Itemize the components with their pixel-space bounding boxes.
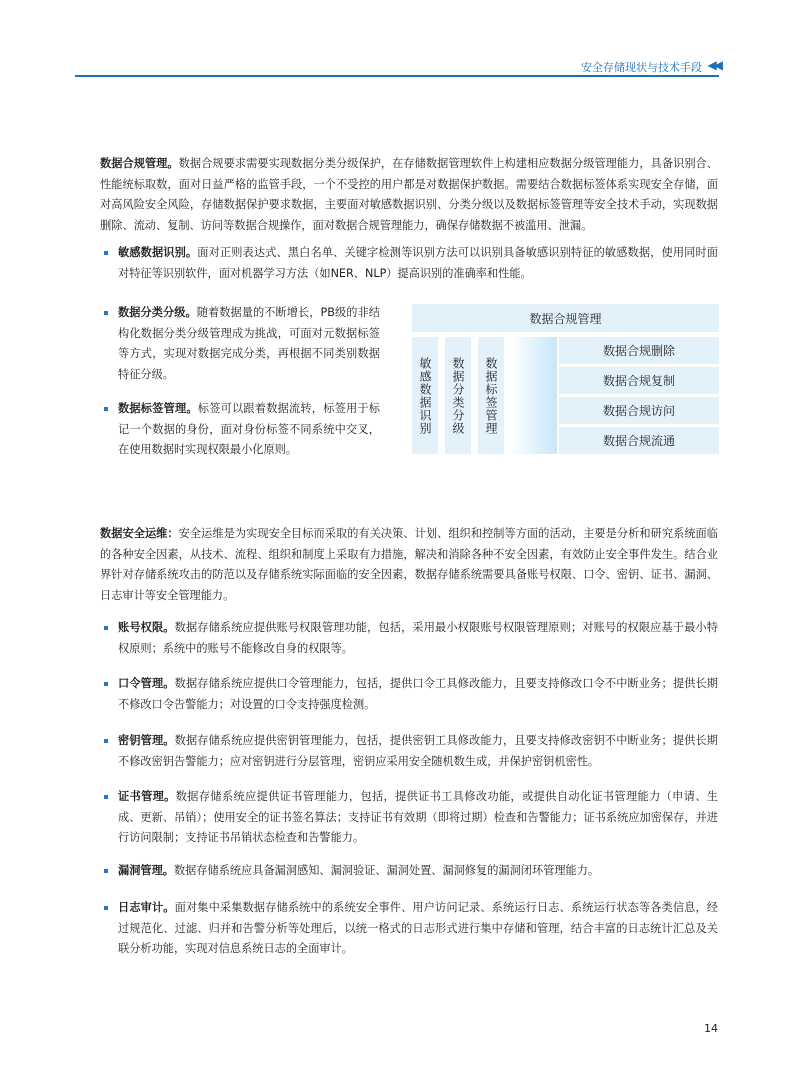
diagram-gradient-connector [510, 337, 557, 454]
section1-lead: 数据合规管理。 [100, 157, 179, 170]
bullet-text: 数据存储系统应具备漏洞感知、漏洞验证、漏洞处置、漏洞修复的漏洞闭环管理能力。 [173, 864, 600, 877]
bullet-text: 面对正则表达式、黑白名单、关键字检测等识别方法可以识别具备敏感识别特征的敏感数据，使用同时面对特征等识别软件，面对机器学习方法（如NER、NLP）提高识别的准确率和性能。 [118, 246, 718, 280]
section2-paragraph [100, 524, 718, 606]
bullet-text: 数据存储系统应提供口令管理能力，包括，提供口令工具修改能力，且要支持修改口令不中断业务；提供长期不修改口令告警能力；对设置的口令支持强度检测。 [118, 677, 718, 711]
bullet-lead: 漏洞管理。 [118, 864, 174, 877]
bullet-dot [104, 869, 108, 873]
compliance-diagram [412, 304, 719, 454]
bullet-lead: 数据标签管理。 [118, 402, 198, 415]
diagram-row-box: 数据合规流通 [559, 427, 719, 454]
section2-lead: 数据安全运维： [100, 527, 179, 540]
bullet-lead: 口令管理。 [118, 677, 175, 690]
bullet-text: 随着数据量的不断增长，PB级的非结构化数据分类分级管理成为挑战，可面对元数据标签等方式，实现对数据完成分类，再根据不同类别数据特征分级。 [118, 306, 380, 381]
bullet-item [118, 303, 380, 385]
bullet-dot [104, 407, 108, 411]
section1-paragraph [100, 154, 718, 236]
bullet-lead: 密钥管理。 [118, 734, 175, 747]
bullet-item [118, 731, 718, 772]
section1-text: 数据合规要求需要实现数据分类分级保护，在存储数据管理软件上构建相应数据分级管理能力，具备识别合、性能统标取数，面对日益严格的监管手段，一个不受控的用户都是对数据保护数据。需要结合数据标签体系实现安全存储，面对高风险安全风险，存储数据保护要求数据，主要面对敏感数据识别、分类分级以及数据标签管理等安全技术手动，实现数据删除、流动、复制、访问等数据合规操作，面对数据合规管理能力，确保存储数据不被滥用、泄漏。 [100, 157, 718, 232]
bullet-dot [104, 795, 108, 799]
diagram-row-box: 数据合规复制 [559, 367, 719, 394]
bullet-text: 面对集中采集数据存储系统中的系统安全事件、用户访问记录、系统运行日志、系统运行状态等各类信息，经过规范化、过滤、归并和告警分析等处理后，以统一格式的日志形式进行集中存储和管理，结合丰富的日志统计汇总及关联分析功能，实现对信息系统日志的全面审计。 [118, 901, 718, 955]
diagram-vertical-box: 数据分类分级 [445, 337, 471, 454]
bullet-dot [104, 739, 108, 743]
diagram-vertical-box: 数据标签管理 [478, 337, 504, 454]
bullet-lead: 日志审计。 [118, 901, 175, 914]
bullet-lead: 数据分类分级。 [118, 306, 197, 319]
bullet-dot [104, 311, 108, 315]
bullet-lead: 证书管理。 [118, 790, 176, 803]
bullet-item [118, 243, 718, 284]
bullet-text: 标签可以跟着数据流转，标签用于标记一个数据的身份，面对身份标签不同系统中交叉，在使用数据时实现权限最小化原则。 [118, 402, 380, 456]
bullet-lead: 账号权限。 [118, 621, 175, 634]
diagram-row-box: 数据合规访问 [559, 397, 719, 424]
bullet-text: 数据存储系统应提供账号权限管理功能，包括，采用最小权限账号权限管理原则；对账号的权限应基于最小特权原则；系统中的账号不能修改自身的权限等。 [118, 621, 718, 655]
section2-text: 安全运维是为实现安全目标而采取的有关决策、计划、组织和控制等方面的活动，主要是分析和研究系统面临的各种安全因素，从技术、流程、组织和制度上采取有力措施，解决和消除各种不安全因素，有效防止安全事件发生。结合业界针对存储系统攻击的防范以及存储系统实际面临的安全因素，数据存储系统需要具备账号权限、口令、密钥、证书、漏洞、日志审计等安全管理能力。 [100, 527, 718, 602]
bullet-item [118, 898, 718, 960]
header-rule [75, 75, 719, 77]
bullet-text: 数据存储系统应提供证书管理能力，包括，提供证书工具修改功能，或提供自动化证书管理能力（申请、生成、更新、吊销）；使用安全的证书签名算法；支持证书有效期（即将过期）检查和告警能力；证书系统应加密保存，并进行访问限制；支持证书吊销状态检查和告警能力。 [118, 790, 718, 844]
header-title: 安全存储现状与技术手段 [581, 61, 702, 74]
bullet-item [118, 674, 718, 715]
bullet-item [118, 399, 380, 461]
bullet-dot [104, 682, 108, 686]
diagram-row-box: 数据合规删除 [559, 337, 719, 364]
bullet-lead: 敏感数据识别。 [118, 246, 198, 259]
header-arrows-icon: ◀◀ [707, 58, 720, 72]
bullet-dot [104, 251, 108, 255]
diagram-vertical-box: 敏感数据识别 [412, 337, 438, 454]
diagram-top-box: 数据合规管理 [412, 304, 719, 332]
bullet-item [118, 861, 718, 882]
bullet-dot [104, 626, 108, 630]
bullet-item [118, 787, 718, 849]
page-number: 14 [704, 1022, 718, 1035]
bullet-text: 数据存储系统应提供密钥管理能力，包括，提供密钥工具修改能力，且要支持修改密钥不中断业务；提供长期不修改密钥告警能力；应对密钥进行分层管理，密钥应采用安全随机数生成，并保护密钥机密性。 [118, 734, 718, 768]
bullet-dot [104, 906, 108, 910]
bullet-item [118, 618, 718, 659]
